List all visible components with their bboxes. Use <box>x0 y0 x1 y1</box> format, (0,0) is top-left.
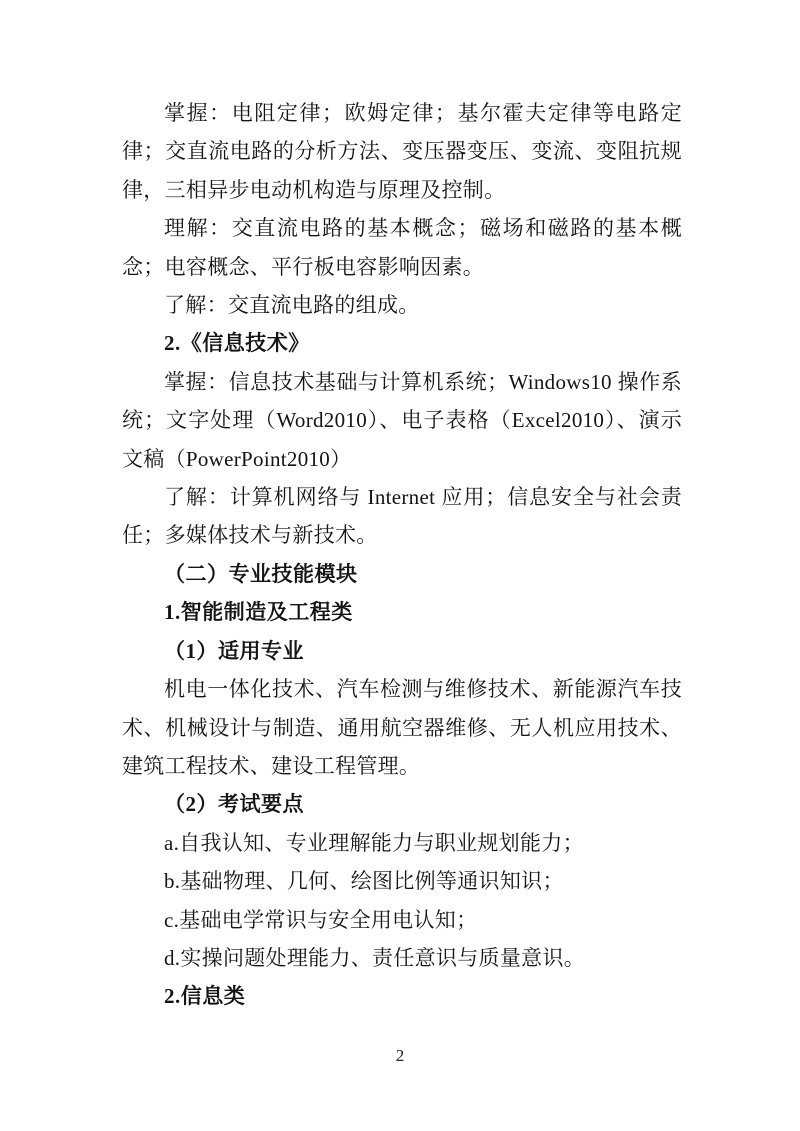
heading-smart-manufacturing: 1.智能制造及工程类 <box>164 600 353 625</box>
heading-information-category: 2.信息类 <box>164 984 246 1009</box>
page-number: 2 <box>395 1046 405 1065</box>
paragraph-majors-list: 机电一体化技术、汽车检测与维修技术、新能源汽车技术、机械设计与制造、通用航空器维修、无人机应用技术、建筑工程技术、建设工程管理。 <box>122 677 682 778</box>
exam-point-d: d.实操问题处理能力、责任意识与质量意识。 <box>164 945 586 970</box>
exam-point-a: a.自我认知、专业理解能力与职业规划能力； <box>164 830 584 855</box>
document-body <box>122 94 682 1016</box>
exam-point-b: b.基础物理、几何、绘图比例等通识知识； <box>164 869 564 894</box>
heading-applicable-majors: （1）适用专业 <box>164 638 304 663</box>
paragraph-mastery-circuits: 掌握：电阻定律；欧姆定律；基尔霍夫定律等电路定律；交直流电路的分析方法、变压器变压、变流、变阻抗规律，三相异步电动机构造与原理及控制。 <box>122 101 682 202</box>
heading-professional-skills: （二）专业技能模块 <box>164 561 358 586</box>
paragraph-know-circuits: 了解：交直流电路的组成。 <box>164 293 420 318</box>
heading-information-technology: 2.《信息技术》 <box>164 331 310 356</box>
paragraph-understand-circuits: 理解：交直流电路的基本概念；磁场和磁路的基本概念；电容概念、平行板电容影响因素。 <box>122 216 682 279</box>
paragraph-mastery-it: 掌握：信息技术基础与计算机系统；Windows10 操作系统；文字处理（Word2010）、电子表格（Excel2010）、演示文稿（PowerPoint2010） <box>122 369 682 471</box>
paragraph-know-it: 了解：计算机网络与 Internet 应用；信息安全与社会责任；多媒体技术与新技术。 <box>122 485 682 548</box>
exam-point-c: c.基础电学常识与安全用电认知； <box>164 907 478 932</box>
heading-exam-points: （2）考试要点 <box>164 792 304 817</box>
